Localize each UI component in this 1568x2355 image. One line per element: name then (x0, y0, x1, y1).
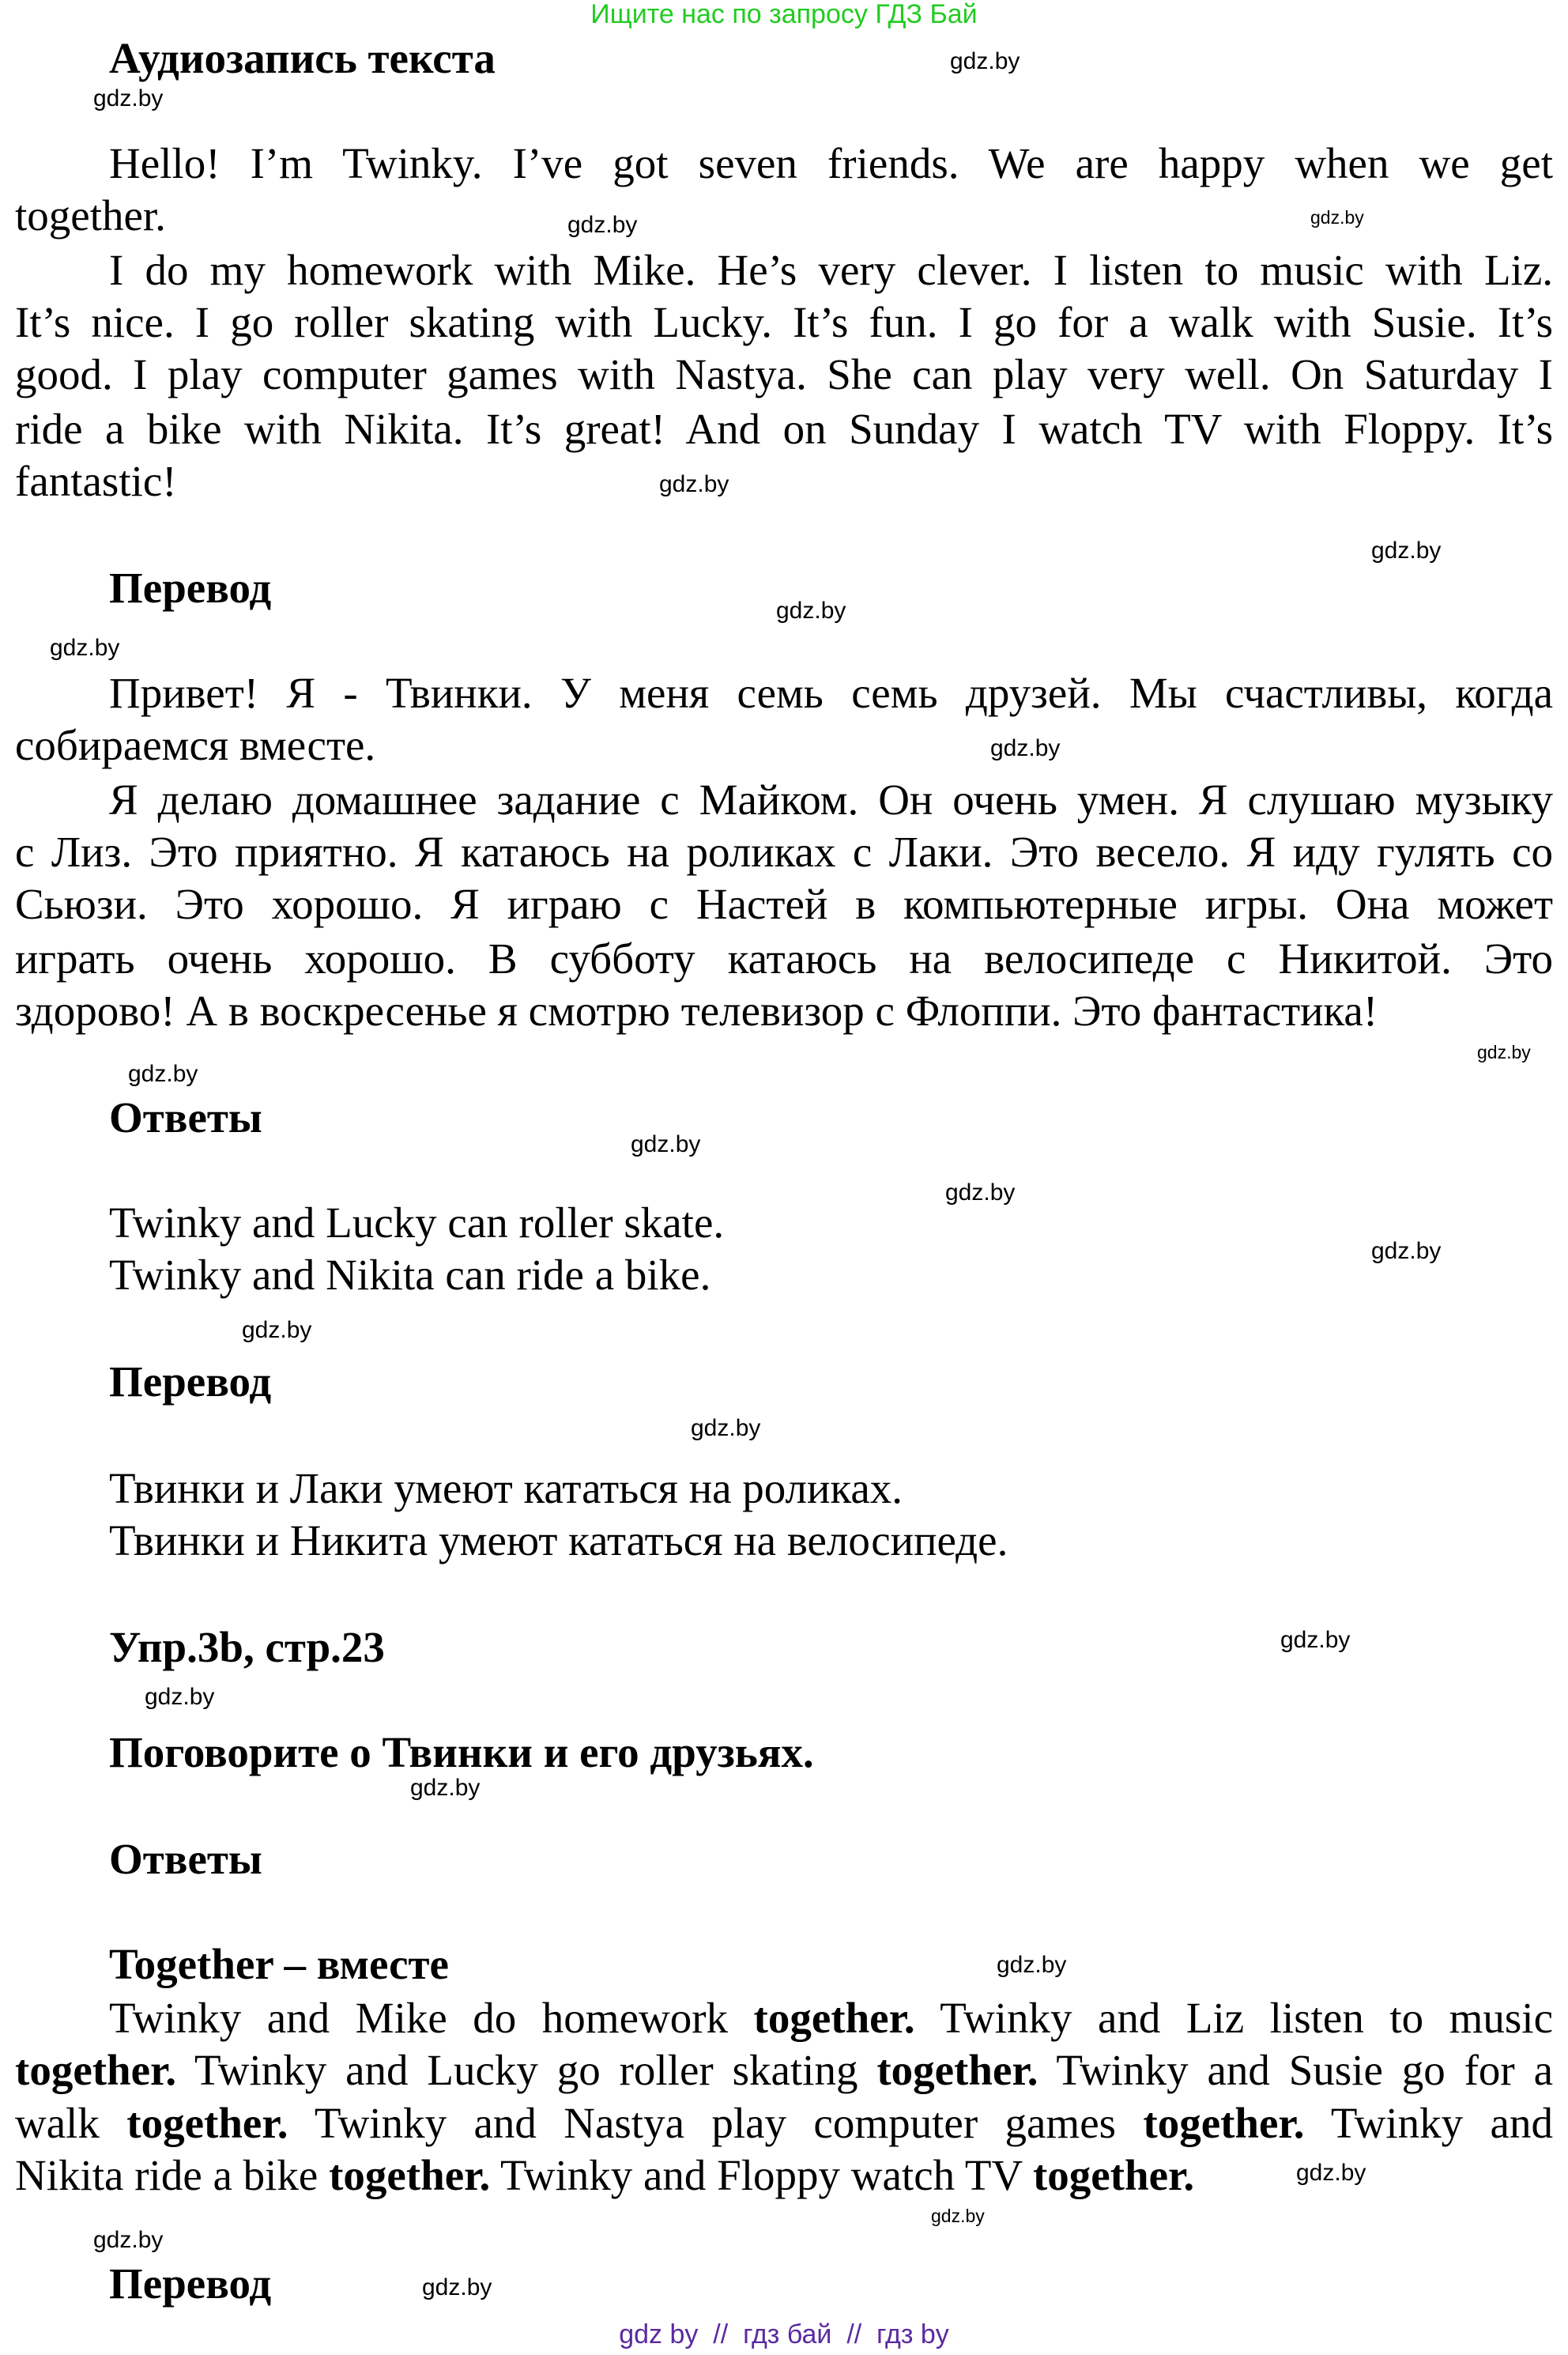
section-heading (109, 1938, 449, 1991)
watermark: gdz.by (1280, 1627, 1351, 1653)
text-segment: здорово! А в воскресенье я смотрю телевизор с Флоппи. Это фантастика! (15, 987, 1378, 1035)
text-line (109, 138, 1553, 190)
text-segment: Twinky and Lucky go roller skating (176, 2046, 877, 2094)
section-heading (109, 2258, 271, 2310)
watermark: gdz.by (990, 735, 1061, 761)
bold-word: together. (15, 2046, 177, 2094)
text-segment: Twinky and Liz listen to music (914, 1994, 1553, 2042)
text-segment: Twinky and Nikita can ride a bike. (109, 1251, 711, 1299)
text-segment: Поговорите о Твинки и его друзьях. (109, 1728, 814, 1776)
text-line (109, 1462, 903, 1515)
text-line (15, 403, 1553, 455)
section-heading (109, 1727, 814, 1779)
section-heading (109, 562, 271, 614)
watermark: gdz.by (1477, 1042, 1531, 1062)
watermark: gdz.by (997, 1952, 1067, 1978)
watermark: gdz.by (410, 1775, 481, 1801)
text-segment: Hello! I’m Twinky. I’ve got seven friends. We are happy when we get (109, 139, 1553, 187)
text-segment: Аудиозапись текста (109, 34, 496, 82)
watermark: gdz.by (931, 2206, 985, 2226)
text-segment: Упр.3b, стр.23 (109, 1623, 385, 1671)
text-line (109, 1992, 1553, 2044)
text-segment: ride a bike with Nikita. It’s great! And on Sunday I watch TV with Floppy. It’s (15, 405, 1553, 453)
text-line (15, 455, 177, 508)
text-line (15, 878, 1553, 930)
text-segment: Twinky and Floppy watch TV (490, 2151, 1033, 2199)
search-banner[interactable]: Ищите нас по запросу ГДЗ Бай (590, 0, 978, 29)
watermark: gdz.by (50, 635, 120, 661)
text-segment: Привет! Я - Твинки. У меня семь семь друзей. Мы счастливы, когда (109, 669, 1553, 717)
text-segment: Twinky and Nastya play computer games (288, 2099, 1144, 2147)
text-segment: Twinky and Susie go for a (1038, 2046, 1553, 2094)
watermark: gdz.by (242, 1317, 312, 1343)
watermark: gdz.by (691, 1415, 761, 1441)
text-line (109, 667, 1553, 719)
text-segment: Перевод (109, 2259, 272, 2308)
text-line (109, 244, 1553, 296)
text-segment: с Лиз. Это приятно. Я катаюсь на роликах с Лаки. Это весело. Я иду гулять со (15, 828, 1553, 876)
text-segment: Twinky and (1304, 2099, 1553, 2147)
text-line (15, 190, 166, 242)
text-segment: Nikita ride a bike (15, 2151, 330, 2199)
section-heading (109, 32, 496, 85)
watermark: gdz.by (145, 1684, 215, 1710)
watermark: gdz.by (93, 85, 164, 111)
watermark: gdz.by (93, 2227, 164, 2253)
text-segment: Перевод (109, 1357, 272, 1406)
text-segment: Ответы (109, 1093, 262, 1142)
text-line (15, 296, 1553, 349)
footer-links[interactable]: gdz by // гдз бай // гдз by (619, 2319, 949, 2349)
watermark: gdz.by (567, 212, 638, 238)
text-line (15, 2149, 1194, 2202)
watermark: gdz.by (1310, 207, 1364, 228)
section-heading (109, 1356, 271, 1408)
text-segment: играть очень хорошо. В субботу катаюсь на велосипеде с Никитой. Это (15, 934, 1553, 983)
text-segment: Я делаю домашнее задание с Майком. Он очень умен. Я слушаю музыку (109, 776, 1553, 824)
text-segment: Twinky and Lucky can roller skate. (109, 1198, 725, 1247)
text-segment: Сьюзи. Это хорошо. Я играю с Настей в компьютерные игры. Она может (15, 880, 1553, 928)
text-segment: Твинки и Никита умеют кататься на велосипеде. (109, 1516, 1008, 1564)
text-line (15, 826, 1553, 878)
watermark: gdz.by (1296, 2160, 1366, 2186)
text-segment: together. (15, 191, 166, 240)
bold-word: together. (1143, 2099, 1305, 2147)
bold-word: together. (1032, 2151, 1195, 2199)
text-line (109, 774, 1553, 826)
text-line (109, 1515, 1008, 1567)
text-segment: It’s nice. I go roller skating with Lucky. It’s fun. I go for a walk with Susie. It’s (15, 298, 1553, 346)
watermark: gdz.by (631, 1131, 701, 1157)
text-line (15, 933, 1553, 985)
text-segment: Твинки и Лаки умеют кататься на роликах. (109, 1464, 903, 1512)
text-segment: Twinky and Mike do homework (109, 1994, 754, 2042)
text-segment: Ответы (109, 1835, 262, 1883)
watermark: gdz.by (128, 1061, 198, 1087)
text-line (15, 985, 1378, 1037)
section-heading (109, 1621, 385, 1674)
text-segment: good. I play computer games with Nastya. She can play very well. On Saturday I (15, 350, 1553, 398)
watermark: gdz.by (950, 48, 1020, 74)
watermark: gdz.by (422, 2274, 492, 2300)
text-segment: Перевод (109, 564, 272, 612)
watermark: gdz.by (1371, 1238, 1442, 1264)
watermark: gdz.by (945, 1179, 1016, 1206)
text-line (15, 2044, 1553, 2096)
text-line (15, 719, 375, 772)
section-heading (109, 1833, 262, 1885)
text-segment: walk (15, 2099, 127, 2147)
watermark: gdz.by (659, 471, 729, 497)
watermark: gdz.by (1371, 538, 1442, 564)
text-segment: Together – вместе (109, 1940, 449, 1988)
text-line (109, 1249, 710, 1301)
bold-word: together. (126, 2099, 288, 2147)
text-line (109, 1197, 724, 1249)
bold-word: together. (329, 2151, 491, 2199)
text-line (15, 349, 1553, 401)
text-line (15, 2097, 1553, 2149)
text-segment: I do my homework with Mike. He’s very clever. I listen to music with Liz. (109, 246, 1553, 294)
bold-word: together. (753, 1994, 915, 2042)
watermark: gdz.by (776, 598, 846, 624)
section-heading (109, 1092, 262, 1144)
text-segment: fantastic! (15, 457, 177, 505)
text-segment: собираемся вместе. (15, 721, 376, 769)
bold-word: together. (876, 2046, 1038, 2094)
